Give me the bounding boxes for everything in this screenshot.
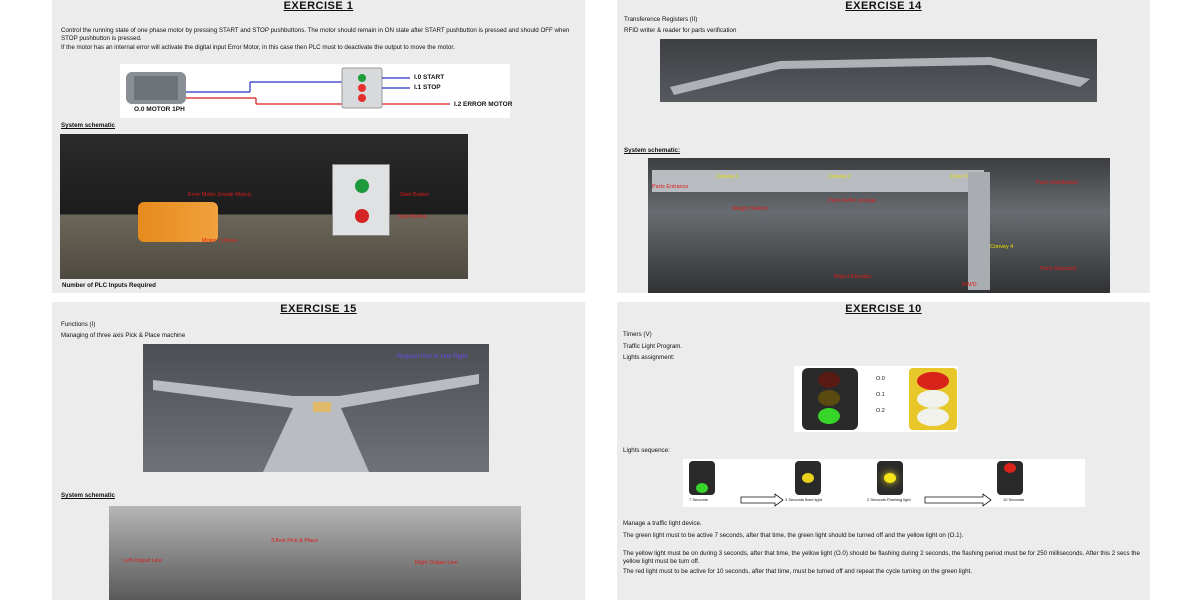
exercise-10-panel xyxy=(617,302,1150,600)
exercise-1-error-description: If the motor has an internal error will activate the digital input Error Motor, in this case then PLC must to deactivate the output to move the motor. xyxy=(61,44,455,51)
seq-3-seconds: 3 Seconds fixed light xyxy=(785,497,822,502)
convey-2-label: Convey 2 xyxy=(828,174,852,180)
convey-3-label: Conv 3 xyxy=(950,174,968,180)
pick-place-render xyxy=(143,344,489,472)
motor-shape xyxy=(138,202,218,242)
parts-distribution-label: Parts Distribution xyxy=(1036,180,1078,186)
seq-10-seconds: 10 Seconds xyxy=(1003,497,1025,502)
output-o0-label: O.0 xyxy=(876,376,885,382)
error-input-label: I.2 ERROR MOTOR xyxy=(454,101,513,108)
wiring-diagram xyxy=(120,64,513,118)
exercise-15-description: Managing of three axis Pick & Place machine xyxy=(61,332,186,339)
parts-rejected-label: Parts Rejected xyxy=(1040,266,1077,272)
lights-assignment-heading: Lights assignment: xyxy=(623,354,675,361)
lights-sequence-strip xyxy=(683,459,1085,507)
red-light-icon xyxy=(818,372,840,388)
pick-place-schematic-render xyxy=(109,506,521,600)
conveyor-belt-side xyxy=(968,172,990,290)
exercise-10-subtitle: Timers (V) xyxy=(623,331,652,338)
exercise-10-red-rule: The red light must to be active for 10 seconds, after that time, must be turned off and repeat the cycle turning on the green light. xyxy=(623,568,972,575)
exercise-10-title: EXERCISE 10 xyxy=(845,303,922,315)
start-button-shape xyxy=(355,179,369,193)
right-output-line-label: Right Output Line xyxy=(415,560,458,566)
exercise-1-title: EXERCISE 1 xyxy=(283,0,354,12)
output-o2-label: O.2 xyxy=(876,408,885,414)
weight-station-label: Weight Station xyxy=(732,206,768,212)
conveyor-shape xyxy=(660,39,1097,102)
traffic-light-lamp-photo xyxy=(909,368,957,430)
exercise-14-schematic-heading: System schematic: xyxy=(624,147,681,154)
exercise-14-title: EXERCISE 14 xyxy=(845,0,922,12)
lights-sequence-heading: Lights sequence: xyxy=(623,447,670,454)
conveyor-belt-top xyxy=(652,170,984,192)
request-part-label: Request Part to Line Right xyxy=(397,354,468,360)
stop-input-label: I.1 STOP xyxy=(414,84,441,91)
exercise-1-description: Control the running state of one phase motor by pressing START and STOP pushbuttons. The motor should remain in ON state after START pushbutton is pressed and should OFF when STOP pushbutton is pressed. xyxy=(61,27,570,42)
seq-2-seconds: 2 Seconds Flashing light xyxy=(867,497,911,502)
motor-scene-render xyxy=(60,134,468,279)
pick-place-shape xyxy=(143,344,489,472)
control-box xyxy=(332,164,390,236)
convey-1-label: Convey 1 xyxy=(716,174,740,180)
lamp-red-icon xyxy=(917,372,949,390)
exercise-15-title: EXERCISE 15 xyxy=(280,303,357,315)
exercise-1-schematic-heading: System schematic xyxy=(61,122,115,129)
scene-start-label: Start Button xyxy=(400,192,430,198)
green-light-icon xyxy=(818,408,840,424)
exercise-10-task: Manage a traffic light device. xyxy=(623,520,702,527)
conveyor-render xyxy=(660,39,1097,102)
seq-7-seconds: 7 Seconds xyxy=(689,497,708,502)
scene-error-motor-label: Error Motor (Inside Motor) xyxy=(188,192,252,198)
exercise-14-subtitle: Transference Registers (II) xyxy=(624,16,698,23)
parts-buffer-label: Parts buffer storage xyxy=(828,198,877,204)
scene-motor-label: Motor 1 phase xyxy=(202,238,238,244)
motor-output-label: O.0 MOTOR 1PH xyxy=(134,106,185,113)
exercise-14-panel xyxy=(617,0,1150,293)
axis-label: 3 Axis Pick & Place xyxy=(271,538,319,544)
reject-elevator-label: Reject Elevator xyxy=(834,274,872,280)
yellow-light-icon xyxy=(818,390,840,406)
sorting-line-render xyxy=(648,158,1110,293)
plc-inputs-footer: Number of PLC Inputs Required xyxy=(62,282,156,289)
left-output-line-label: Left Output Line xyxy=(123,558,163,564)
exercise-10-green-rule: The green light must to be active 7 seconds, after that time, the green light should be turned off and the yellow light on (O.1). xyxy=(623,532,964,539)
output-o1-label: O.1 xyxy=(876,392,885,398)
start-input-label: I.0 START xyxy=(414,74,445,81)
lamp-yellow-icon xyxy=(917,390,949,408)
exercise-15-subtitle: Functions (I) xyxy=(61,321,96,328)
exercise-10-yellow-rule: The yellow light must be on during 3 seconds, after that time, the yellow light (O.0) should be flashing during 2 seconds, the flashing period must be for 250 milliseconds. After this 2 secs the yellow light must be turn off. xyxy=(623,550,1140,565)
parts-entrance-label: Parts Entrance xyxy=(652,184,689,190)
convey-4-label: Convey 4 xyxy=(990,244,1014,250)
exercise-1-panel xyxy=(52,0,585,293)
exercise-10-description: Traffic Light Program. xyxy=(623,343,683,350)
exercise-14-description: RFID writer & reader for parts verification xyxy=(624,27,737,34)
rwd-label: RW/D xyxy=(962,282,977,288)
stop-button-shape xyxy=(355,209,369,223)
exercise-15-panel xyxy=(52,302,585,600)
lamp-green-icon xyxy=(917,408,949,426)
exercise-15-schematic-heading: System schematic xyxy=(61,492,115,499)
scene-stop-label: Stop Button xyxy=(398,214,427,220)
